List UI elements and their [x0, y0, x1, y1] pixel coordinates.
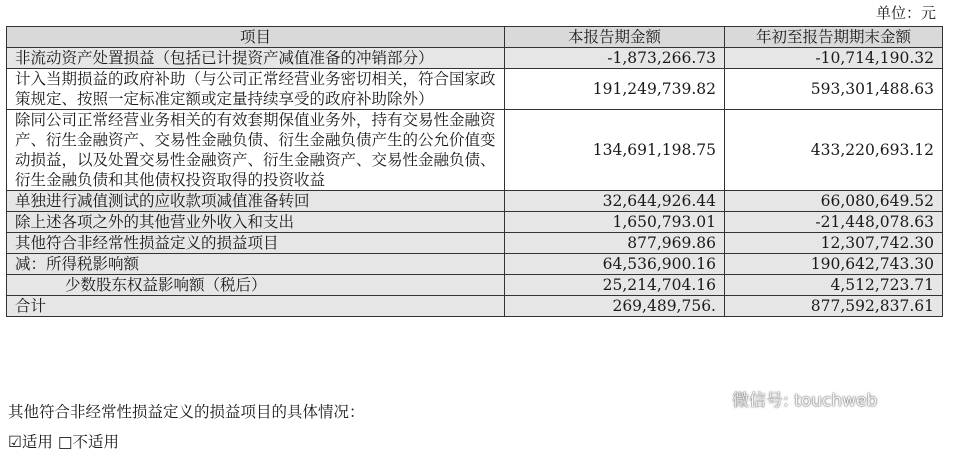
table-row	[7, 48, 943, 69]
table-row	[7, 110, 943, 191]
table-row	[7, 275, 943, 296]
wechat-icon	[700, 389, 726, 409]
row-item: 非流动资产处置损益（包括已计提资产减值准备的冲销部分）	[7, 48, 505, 69]
row-current: 877,969.86	[505, 233, 725, 254]
table-row	[7, 69, 943, 110]
row-current: 134,691,198.75	[505, 110, 725, 191]
row-current: 25,214,704.16	[505, 275, 725, 296]
row-ytd: 877,592,837.61	[725, 296, 943, 317]
row-current: -1,873,266.73	[505, 48, 725, 69]
row-ytd: 66,080,649.52	[725, 191, 943, 212]
row-item: 除上述各项之外的其他营业外收入和支出	[7, 212, 505, 233]
table-header-row	[7, 27, 943, 48]
footnote-text: 其他符合非经常性损益定义的损益项目的具体情况：	[8, 403, 365, 421]
row-current: 191,249,739.82	[505, 69, 725, 110]
row-ytd: 433,220,693.12	[725, 110, 943, 191]
table-row	[7, 254, 943, 275]
row-item: 除同公司正常经营业务相关的有效套期保值业务外，持有交易性金融资产、衍生金融资产、交易性金融负债、衍生金融负债产生的公允价值变动损益，以及处置交易性金融资产、衍生金融资产、交易性金融负债、衍生金融负债和其他债权投资取得的投资收益	[7, 110, 505, 191]
row-item: 减：所得税影响额	[7, 254, 505, 275]
watermark-text: 微信号: touchweb	[732, 391, 878, 411]
non-recurring-gains-table	[6, 26, 943, 317]
row-ytd: 12,307,742.30	[725, 233, 943, 254]
row-item: 单独进行减值测试的应收款项减值准备转回	[7, 191, 505, 212]
row-ytd: 593,301,488.63	[725, 69, 943, 110]
watermark	[700, 386, 877, 411]
header-ytd: 年初至报告期期末金额	[725, 27, 943, 48]
row-item: 合计	[7, 296, 505, 317]
table-row-total	[7, 296, 943, 317]
row-current: 1,650,793.01	[505, 212, 725, 233]
row-ytd: 190,642,743.30	[725, 254, 943, 275]
unit-label: 单位：元	[875, 4, 936, 22]
row-current: 32,644,926.44	[505, 191, 725, 212]
header-current-period: 本报告期金额	[505, 27, 725, 48]
row-item: 少数股东权益影响额（税后）	[7, 275, 505, 296]
row-item: 计入当期损益的政府补助（与公司正常经营业务密切相关，符合国家政策规定、按照一定标准定额或定量持续享受的政府补助除外）	[7, 69, 505, 110]
row-ytd: -21,448,078.63	[725, 212, 943, 233]
row-item: 其他符合非经常性损益定义的损益项目	[7, 233, 505, 254]
applicable-checkbox-line: ☑适用 □不适用	[8, 433, 119, 451]
row-current: 269,489,756.	[505, 296, 725, 317]
table-row	[7, 212, 943, 233]
header-item: 项目	[7, 27, 505, 48]
table-row	[7, 233, 943, 254]
table-row	[7, 191, 943, 212]
row-ytd: -10,714,190.32	[725, 48, 943, 69]
row-ytd: 4,512,723.71	[725, 275, 943, 296]
row-current: 64,536,900.16	[505, 254, 725, 275]
